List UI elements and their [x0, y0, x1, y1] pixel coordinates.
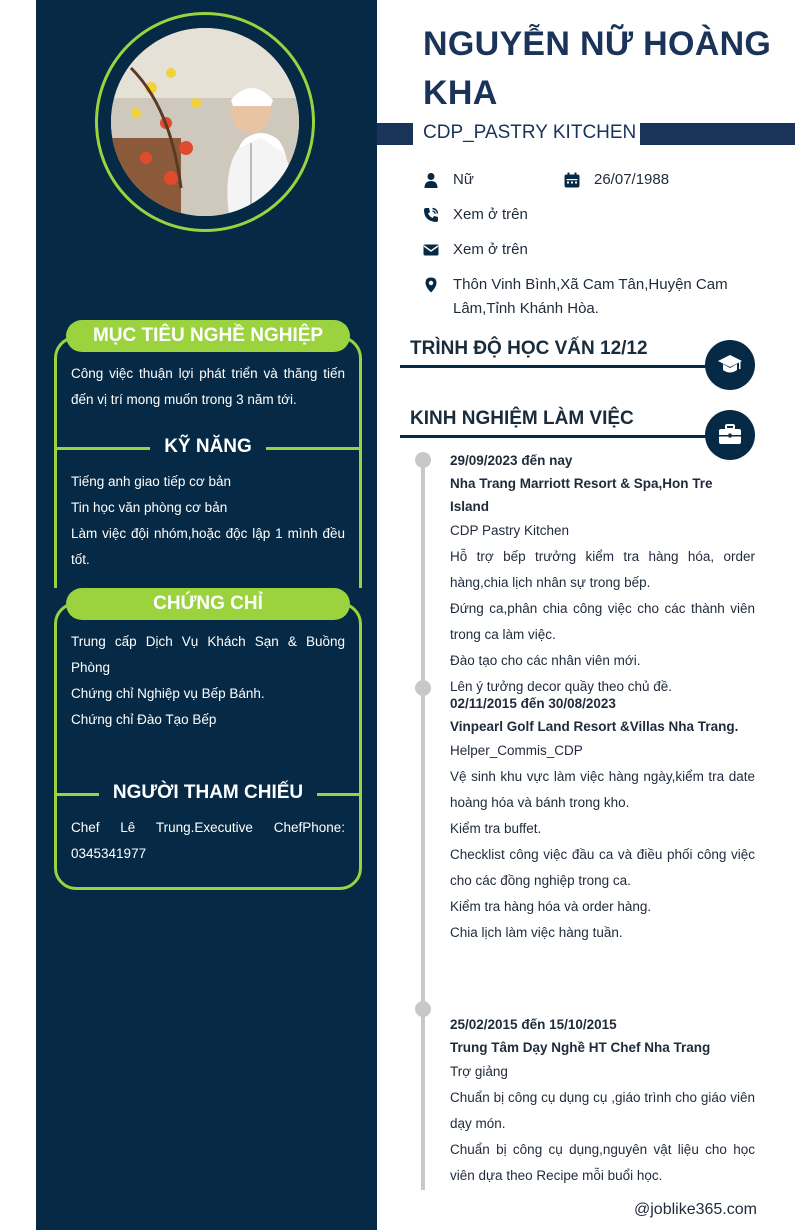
email-row [423, 238, 528, 262]
job-duty: Chuẩn bị công cụ dụng,nguyên vật liệu cho học viên dựa theo Recipe mỗi buổi học. [450, 1142, 755, 1183]
job-entry [450, 1013, 755, 1189]
job-company: Vinpearl Golf Land Resort &Villas Nha Trang. [450, 719, 739, 734]
gender-row [423, 168, 474, 192]
address-row [423, 273, 743, 321]
role-bar-right [640, 123, 795, 145]
role-bar-left [377, 123, 413, 145]
job-date: 25/02/2015 đến 15/10/2015 [450, 1017, 617, 1032]
phone-icon [423, 207, 439, 223]
gender-value: Nữ [453, 171, 474, 188]
certificate-item: Chứng chỉ Đào Tạo Bếp [71, 712, 217, 727]
job-duty: Checklist công việc đầu ca và điều phối công việc cho các đồng nghiệp trong ca. [450, 847, 755, 888]
job-duty: Hỗ trợ bếp trưởng kiểm tra hàng hóa, order hàng,chia lịch nhân sự trong bếp. [450, 549, 755, 590]
skill-item: Làm việc đội nhóm,hoặc độc lập 1 mình đều tốt. [71, 526, 345, 567]
timeline-dot [415, 680, 431, 696]
reference-text: Chef Lê Trung.Executive ChefPhone: 0345341977 [71, 820, 345, 861]
watermark: @joblike365.com [634, 1201, 757, 1218]
job-duty: Kiểm tra buffet. [450, 821, 542, 836]
location-pin-icon [423, 277, 439, 293]
skills-list [71, 469, 345, 573]
job-duty: Đứng ca,phân chia công việc cho các thành viên trong ca làm việc. [450, 601, 755, 642]
email-value: Xem ở trên [453, 241, 528, 258]
objective-text: Công việc thuận lợi phát triển và thăng tiến đến vị trí mong muốn trong 3 năm tới. [71, 366, 345, 407]
objective-title: MỤC TIÊU NGHỀ NGHIỆP [66, 320, 350, 352]
education-divider [400, 365, 710, 368]
job-duty: Lên ý tưởng decor quầy theo chủ đề. [450, 679, 673, 694]
candidate-role: CDP_PASTRY KITCHEN [423, 122, 637, 143]
job-company: Trung Tâm Dạy Nghề HT Chef Nha Trang [450, 1040, 711, 1055]
job-duty: Chia lịch làm việc hàng tuần. [450, 925, 623, 940]
education-title: TRÌNH ĐỘ HỌC VẤN 12/12 [410, 338, 648, 359]
skills-title: KỸ NĂNG [57, 436, 359, 458]
timeline-line [421, 460, 425, 1190]
job-duty: Vệ sinh khu vực làm việc hàng ngày,kiểm tra date hoàng hóa và bánh trong kho. [450, 769, 755, 810]
job-company: Nha Trang Marriott Resort & Spa,Hon Tre Island [450, 476, 713, 514]
phone-row [423, 203, 528, 227]
job-duty: Kiểm tra hàng hóa và order hàng. [450, 899, 652, 914]
dob-row [564, 168, 669, 192]
dob-value: 26/07/1988 [594, 171, 670, 188]
job-duty: Đào tạo cho các nhân viên mới. [450, 653, 641, 668]
job-date: 29/09/2023 đến nay [450, 453, 573, 468]
timeline-dot [415, 452, 431, 468]
briefcase-icon [717, 422, 743, 448]
experience-divider [400, 435, 710, 438]
job-entry [450, 692, 755, 946]
candidate-name: NGUYỄN NỮ HOÀNG KHA [423, 25, 772, 112]
timeline-dot [415, 1001, 431, 1017]
certificates-list [71, 629, 345, 733]
job-position: CDP Pastry Kitchen [450, 523, 570, 538]
reference-title: NGƯỜI THAM CHIẾU [57, 782, 359, 804]
certificate-item: Trung cấp Dịch Vụ Khách Sạn & Buồng Phòng [71, 634, 345, 675]
person-icon [423, 172, 439, 188]
avatar-frame [95, 12, 315, 232]
job-date: 02/11/2015 đến 30/08/2023 [450, 696, 616, 711]
graduation-cap-icon [717, 352, 743, 378]
job-position: Trợ giảng [450, 1064, 508, 1079]
job-duty: Chuẩn bị công cụ dụng cụ ,giáo trình cho giáo viên dạy món. [450, 1090, 755, 1131]
experience-title: KINH NGHIỆM LÀM VIỆC [410, 408, 634, 429]
address-value: Thôn Vinh Bình,Xã Cam Tân,Huyện Cam Lâm,Tỉnh Khánh Hòa. [453, 276, 728, 317]
education-badge [705, 340, 755, 390]
phone-value: Xem ở trên [453, 206, 528, 223]
job-entry [450, 449, 755, 700]
certificates-title: CHỨNG CHỈ [66, 588, 350, 620]
skill-item: Tin học văn phòng cơ bản [71, 500, 228, 515]
calendar-icon [564, 172, 580, 188]
skill-item: Tiếng anh giao tiếp cơ bản [71, 474, 231, 489]
job-position: Helper_Commis_CDP [450, 743, 583, 758]
avatar-photo [111, 28, 299, 216]
envelope-icon [423, 242, 439, 258]
certificate-item: Chứng chỉ Nghiệp vụ Bếp Bánh. [71, 686, 265, 701]
avatar [111, 28, 299, 216]
